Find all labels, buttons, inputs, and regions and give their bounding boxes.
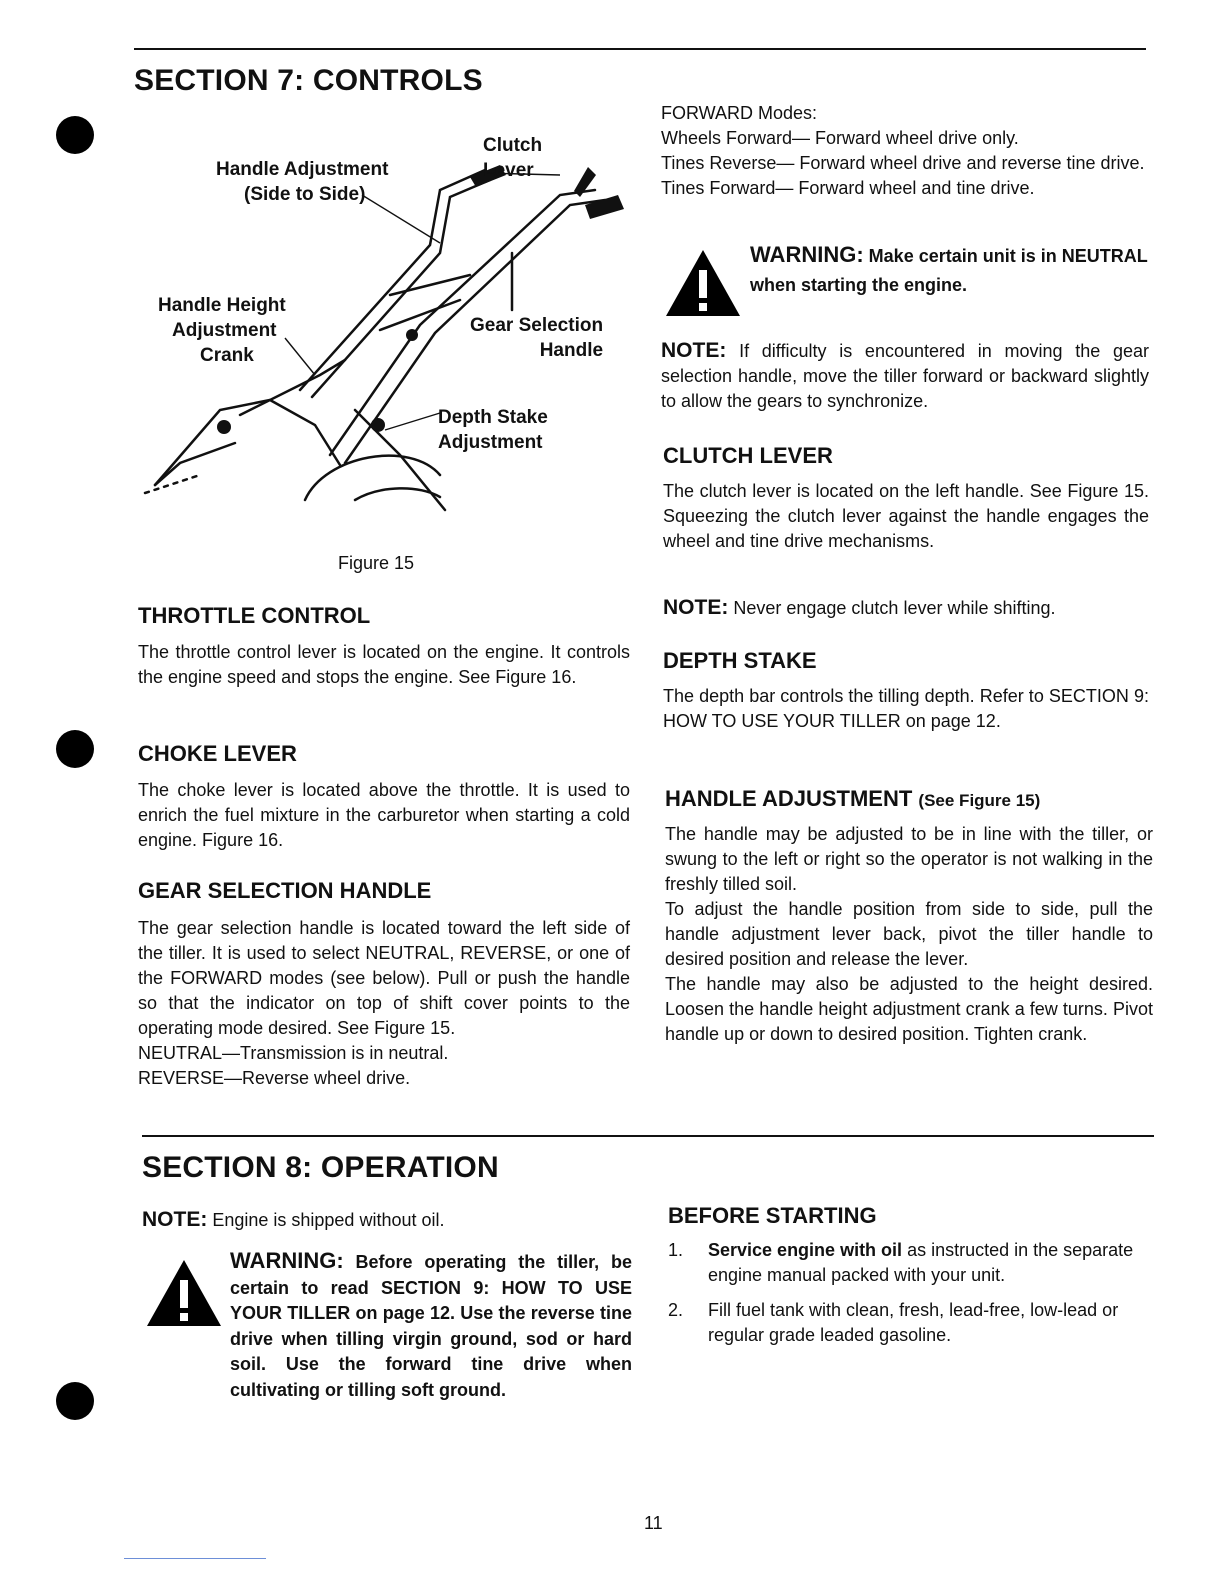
callout-handle-height-line3: Crank: [200, 345, 254, 366]
tine-hood: [155, 400, 340, 485]
depth-heading: DEPTH STAKE: [663, 648, 817, 673]
knob-2: [371, 418, 385, 432]
binder-hole-bottom: [56, 1382, 94, 1420]
handle-adj-p2: To adjust the handle position from side to side, pull the handle adjustment lever back, pivot the tiller handle to desired position and release the lever.: [665, 899, 1153, 969]
crank-rod: [240, 360, 345, 415]
note1-text: If difficulty is encountered in moving the gear selection handle, move the tiller forward or backward slightly to allow the gears to synchronize.: [661, 341, 1149, 411]
knob-3: [217, 420, 231, 434]
section8-title: SECTION 8: OPERATION: [142, 1151, 499, 1184]
scan-artifact-line: [124, 1558, 266, 1559]
note2-label: NOTE:: [663, 596, 729, 619]
section8-note-label: NOTE:: [142, 1208, 208, 1231]
forward-modes: [661, 101, 1149, 201]
figure-15: [140, 125, 640, 555]
handle-adj-heading-suffix: (See Figure 15): [918, 791, 1041, 810]
section8-note: [142, 1207, 632, 1233]
handle-adj-heading: [665, 786, 1040, 812]
callout-clutch-lever: [483, 133, 542, 183]
callout-gear-selection-line2: Handle: [539, 340, 604, 361]
warning1-label: WARNING:: [750, 242, 864, 267]
section8-warning-label: WARNING:: [230, 1248, 344, 1273]
warning-triangle-icon-2: [145, 1258, 223, 1328]
callout-clutch-lever-line2: Lever: [483, 160, 534, 181]
section8-warning-text: Before operating the tiller, be certain to read SECTION 9: HOW TO USE YOUR TILLER on page 12. Use the reverse tine drive when tilling virgin ground, sod or hard soil. Use the forward tine drive when cultivating or tilling soft ground.: [230, 1252, 632, 1400]
callout-handle-height-line2: Adjustment: [172, 320, 277, 341]
note2-text: Never engage clutch lever while shifting.: [733, 598, 1056, 618]
wheels-forward: Wheels Forward— Forward wheel drive only.: [661, 128, 1019, 148]
list-item: [668, 1238, 1156, 1288]
leader-handle-height: [285, 338, 315, 375]
figure-caption: Figure 15: [338, 553, 415, 573]
warning1: [750, 240, 1148, 300]
note2: [663, 595, 1149, 621]
section8-warning: [230, 1248, 632, 1403]
clutch-text: The clutch lever is located on the left handle. See Figure 15. Squeezing the clutch lever against the handle engages the wheel and tine drive mechanisms.: [663, 481, 1149, 551]
gear-neutral: NEUTRAL—Transmission is in neutral.: [138, 1043, 449, 1063]
section-divider: [142, 1135, 1154, 1137]
callout-gear-selection: [470, 313, 603, 363]
callout-depth-stake: [438, 405, 548, 455]
warning-triangle-icon: [664, 248, 742, 318]
handle-adj-heading-text: HANDLE ADJUSTMENT: [665, 786, 913, 811]
callout-clutch-lever-line1: Clutch: [483, 135, 543, 156]
top-rule: [134, 48, 1146, 50]
gear-text: The gear selection handle is located toward the left side of the tiller. It is used to select NEUTRAL, REVERSE, or one of the FORWARD modes (see below). Pull or push the handle so that the indicator on top of shift cover points to the operating mode desired. See Figure 15.: [138, 918, 630, 1038]
before-starting-list: [668, 1238, 1156, 1358]
callout-depth-stake-line1: Depth Stake: [438, 407, 548, 428]
callout-depth-stake-line2: Adjustment: [438, 432, 543, 453]
grip-right: [585, 195, 624, 219]
note1-label: NOTE:: [661, 339, 727, 362]
list-item-bold: Service engine with oil: [708, 1240, 903, 1260]
callout-handle-height: [158, 293, 286, 368]
handle-adj-body: [665, 822, 1153, 1047]
warning1-text: Make certain unit is in NEUTRAL when starting the engine.: [750, 246, 1148, 295]
note1: [661, 338, 1149, 414]
leader-depth-stake: [385, 413, 440, 430]
handle-adj-p1: The handle may be adjusted to be in line with the tiller, or swung to the left or right so the operator is not walking in the freshly tilled soil.: [665, 824, 1153, 894]
binder-hole-top: [56, 116, 94, 154]
section7-title: SECTION 7: CONTROLS: [134, 64, 483, 97]
callout-handle-adjustment-line1: Handle Adjustment: [216, 159, 389, 180]
gear-reverse: REVERSE—Reverse wheel drive.: [138, 1068, 411, 1088]
gear-heading: GEAR SELECTION HANDLE: [138, 878, 432, 903]
callout-handle-adjustment-line2: (Side to Side): [244, 184, 366, 205]
clutch-heading: CLUTCH LEVER: [663, 443, 833, 468]
handle-adj-p3: The handle may also be adjusted to the height desired. Loosen the handle height adjustment crank a few turns. Pivot handle up or down to desired position. Tighten crank.: [665, 974, 1153, 1044]
knob-1: [406, 329, 418, 341]
list-item-text: as instructed in the separate engine manual packed with your unit.: [708, 1240, 1134, 1285]
callout-handle-adjustment: [216, 157, 388, 207]
list-item-number: 2.: [668, 1300, 684, 1320]
throttle-heading: THROTTLE CONTROL: [138, 603, 371, 628]
hood-side: [155, 443, 235, 485]
tines-forward: Tines Forward— Forward wheel and tine drive.: [661, 178, 1035, 198]
before-starting-heading: BEFORE STARTING: [668, 1203, 877, 1228]
section8-note-text: Engine is shipped without oil.: [212, 1210, 445, 1230]
tines-reverse: Tines Reverse— Forward wheel drive and reverse tine drive.: [661, 153, 1145, 173]
choke-text: The choke lever is located above the throttle. It is used to enrich the fuel mixture in the carburetor when starting a cold engine. Figure 16.: [138, 780, 630, 850]
choke-heading: CHOKE LEVER: [138, 741, 297, 766]
callout-handle-height-line1: Handle Height: [158, 295, 286, 316]
list-item-text: Fill fuel tank with clean, fresh, lead-free, low-lead or regular grade leaded gasoline.: [708, 1300, 1119, 1345]
forward-modes-heading: FORWARD Modes:: [661, 103, 818, 123]
list-item-number: 1.: [668, 1240, 684, 1260]
throttle-text: The throttle control lever is located on the engine. It controls the engine speed and stops the engine. See Figure 16.: [138, 642, 630, 687]
depth-text: The depth bar controls the tilling depth. Refer to SECTION 9: HOW TO USE YOUR TILLER on page 12.: [663, 686, 1149, 731]
page-number: 11: [644, 1513, 663, 1533]
ground-line: [145, 475, 200, 493]
gear-body: [138, 916, 630, 1091]
binder-hole-middle: [56, 730, 94, 768]
callout-gear-selection-line1: Gear Selection: [470, 315, 604, 336]
list-item: [668, 1298, 1156, 1348]
